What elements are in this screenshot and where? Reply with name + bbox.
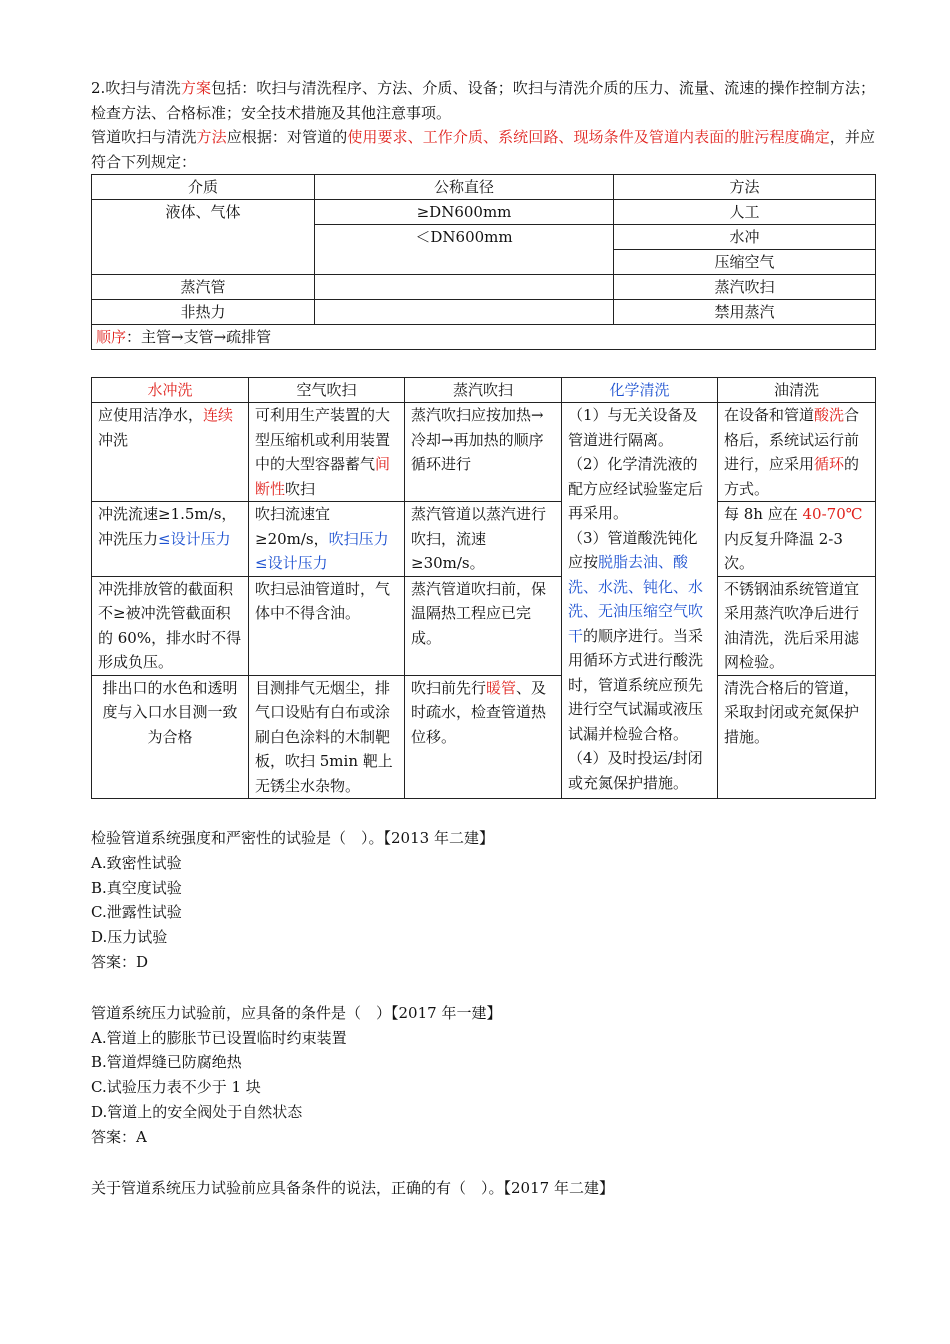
- intro-1-highlight: 方案: [180, 79, 212, 97]
- chem-step-2: （2）化学清洗液的配方应经试验鉴定后再采用。: [568, 455, 704, 522]
- header-medium: 介质: [92, 175, 315, 200]
- header-water-flush: 水冲洗: [92, 378, 249, 403]
- method-table-header-row: [92, 175, 876, 200]
- text: 每 8h 应在: [724, 505, 803, 523]
- question-3: [91, 1176, 875, 1201]
- cell-method-no-steam: 禁用蒸汽: [614, 300, 876, 325]
- cell-steam-r4: [405, 675, 562, 799]
- intro-2-highlight-method: 方法: [196, 128, 227, 146]
- cell-air-r1: [249, 403, 405, 502]
- question-2: [91, 1001, 875, 1150]
- order-text: ：主管→支管→疏排管: [126, 328, 272, 346]
- cleaning-table-row: [92, 403, 876, 502]
- cleaning-table-row: [92, 675, 876, 799]
- question-stem: 管道系统压力试验前，应具备的条件是（ ）【2017 年一建】: [91, 1003, 502, 1022]
- header-air-blow: 空气吹扫: [249, 378, 405, 403]
- option-a: A.管道上的膨胀节已设置临时约束装置: [91, 1028, 347, 1047]
- answer: 答案：A: [91, 1127, 147, 1146]
- highlight: 连续: [203, 406, 234, 424]
- intro-2-text: 管道吹扫与清洗: [91, 128, 197, 146]
- method-table-row: [92, 200, 876, 225]
- method-table-order-row: [92, 325, 876, 350]
- method-table-row: [92, 275, 876, 300]
- question-stem: 关于管道系统压力试验前应具备条件的说法，正确的有（ ）。【2017 年二建】: [91, 1178, 614, 1197]
- cell-dn-lt: ＜DN600mm: [315, 225, 614, 275]
- cell-water-r2: [92, 502, 249, 577]
- cell-method-steam: 蒸汽吹扫: [614, 275, 876, 300]
- cell-water-r1: [92, 403, 249, 502]
- method-table-row: [92, 300, 876, 325]
- cell-liquid-gas: 液体、气体: [92, 200, 315, 275]
- cell-oil-r2: [718, 502, 876, 577]
- highlight: 暖管: [486, 678, 517, 697]
- method-table: [91, 174, 876, 350]
- highlight: 40-70℃: [802, 505, 863, 523]
- highlight: 间断性: [255, 455, 391, 498]
- header-oil-clean: 油清洗: [718, 378, 876, 403]
- cleaning-table-row: [92, 576, 876, 675]
- option-c: C.试验压力表不少于 1 块: [91, 1078, 261, 1097]
- cell-water-r3: 冲洗排放管的截面积不≥被冲洗管截面积的 60%，排水时不得形成负压。: [92, 576, 249, 675]
- option-d: D.管道上的安全阀处于自然状态: [91, 1102, 303, 1121]
- header-steam-blow: 蒸汽吹扫: [405, 378, 562, 403]
- option-d: D.压力试验: [91, 928, 168, 947]
- cell-dn-ge: ≥DN600mm: [315, 200, 614, 225]
- cell-oil-r3: 不锈钢油系统管道宜采用蒸汽吹净后进行油清洗，洗后采用滤网检验。: [718, 576, 876, 675]
- chem-step-3: [568, 526, 711, 747]
- cell-empty: [315, 275, 614, 300]
- cell-steam-pipe: 蒸汽管: [92, 275, 315, 300]
- text: 吹扫流速宜≥20m/s，: [255, 505, 331, 548]
- intro-paragraph-1: [91, 76, 875, 125]
- cell-non-thermal: 非热力: [92, 300, 315, 325]
- text: 吹扫: [285, 479, 316, 498]
- highlight: 吹扫压力≤设计压力: [255, 529, 389, 572]
- text: 的方式。: [724, 455, 860, 498]
- header-method: 方法: [614, 175, 876, 200]
- option-c: C.泄露性试验: [91, 903, 182, 922]
- cleaning-table: [91, 377, 876, 799]
- text: 的顺序进行。当采用循环方式进行酸洗时，管道系统应预先进行空气试漏或液压试漏并检验合格。: [568, 626, 704, 743]
- text: 可利用生产装置的大型压缩机或利用装置中的大型容器蓄气: [255, 406, 391, 473]
- text: （3）管道酸洗钝化应按: [568, 528, 698, 571]
- highlight: ≤设计压力: [158, 529, 231, 548]
- order-label: 顺序: [96, 328, 127, 346]
- question-stem: 检验管道系统强度和严密性的试验是（ ）。【2013 年二建】: [91, 829, 494, 847]
- text: 吹扫前先行: [411, 678, 487, 697]
- cell-steam-r1: 蒸汽吹扫应按加热→冷却→再加热的顺序循环进行: [405, 403, 562, 502]
- intro-1-text: 2.吹扫与清洗: [91, 79, 181, 97]
- intro-1-text-cont: 包括：吹扫与清洗程序、方法、介质、设备；吹扫与清洗介质的压力、流量、流速的操作控制方法；检查方法、合格标准；安全技术措施及其他注意事项。: [91, 79, 875, 122]
- chem-step-1: （1）与无关设备及管道进行隔离。: [568, 406, 698, 449]
- highlight: 脱脂去油、酸洗、水洗、钝化、水洗、无油压缩空气吹干: [568, 553, 704, 645]
- option-b: B.管道焊缝已防腐绝热: [91, 1053, 242, 1072]
- cell-air-r2: [249, 502, 405, 577]
- cell-method-water: 水冲: [614, 225, 876, 250]
- option-b: B.真空度试验: [91, 878, 182, 897]
- text: 、及时疏水，检查管道热位移。: [411, 678, 547, 746]
- cell-method-air: 压缩空气: [614, 250, 876, 275]
- text: 合格后，系统试运行前进行，应采用: [724, 406, 860, 473]
- intro-paragraph-2: [91, 125, 875, 174]
- highlight: 酸洗: [814, 406, 845, 424]
- text: 冲洗流速≥1.5m/s，冲洗压力: [98, 505, 237, 548]
- text: 冲洗: [98, 430, 129, 449]
- cell-empty: [315, 300, 614, 325]
- intro-2-highlight-basis: 使用要求、工作介质、系统回路、现场条件及管道内表面的脏污程度确定: [347, 128, 830, 146]
- text: 应使用洁净水，: [98, 406, 204, 424]
- document-page: [91, 76, 875, 1200]
- text: 在设备和管道: [724, 406, 815, 424]
- cell-water-r4: 排出口的水色和透明度与入口水目测一致为合格: [92, 675, 249, 799]
- cell-steam-r2: 蒸汽管道以蒸汽进行吹扫，流速≥30m/s。: [405, 502, 562, 577]
- cell-oil-r4: 清洗合格后的管道，采取封闭或充氮保护措施。: [718, 675, 876, 799]
- chem-step-4: （4）及时投运/封闭或充氮保护措施。: [568, 749, 703, 792]
- answer: 答案：D: [91, 952, 149, 971]
- highlight: 循环: [814, 455, 845, 473]
- cleaning-table-row: [92, 502, 876, 577]
- intro-2-text-end: ，并应符合下列规定：: [91, 128, 875, 171]
- cell-order: [92, 325, 876, 350]
- question-1: [91, 826, 875, 975]
- cell-air-r4: 目测排气无烟尘，排气口设贴有白布或涂刷白色涂料的木制靶板，吹扫 5min 靶上无锈尘水杂物。: [249, 675, 405, 799]
- cell-steam-r3: 蒸汽管道吹扫前，保温隔热工程应已完成。: [405, 576, 562, 675]
- cell-oil-r1: [718, 403, 876, 502]
- intro-2-text-mid: 应根据：对管道的: [226, 128, 348, 146]
- cell-air-r3: 吹扫忌油管道时，气体中不得含油。: [249, 576, 405, 675]
- cell-chemical: [562, 403, 718, 799]
- cell-method-manual: 人工: [614, 200, 876, 225]
- header-chemical-clean: 化学清洗: [562, 378, 718, 403]
- cleaning-table-header-row: [92, 378, 876, 403]
- text: 内反复升降温 2-3 次。: [724, 529, 843, 572]
- header-diameter: 公称直径: [315, 175, 614, 200]
- option-a: A.致密性试验: [91, 853, 182, 872]
